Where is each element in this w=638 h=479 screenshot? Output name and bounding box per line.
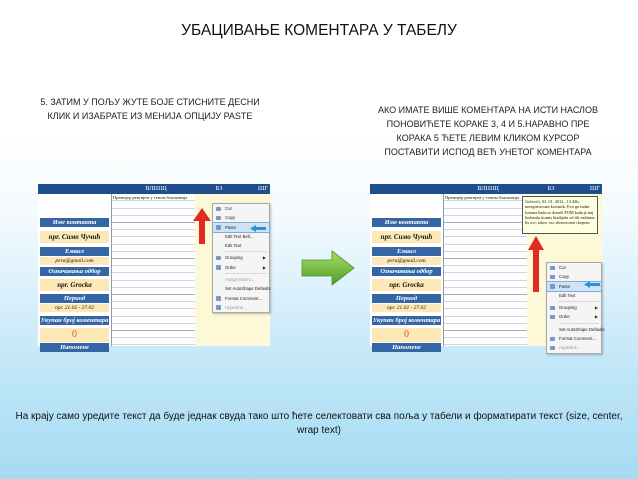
- menu-item-assign-macro[interactable]: [213, 275, 269, 284]
- context-menu: [212, 203, 270, 313]
- menu-item-grouping[interactable]: [213, 253, 269, 262]
- blue-pointer-arrow-icon: [250, 225, 266, 232]
- column-header: БЗ: [547, 185, 555, 192]
- pasted-comment-box[interactable]: [522, 196, 598, 234]
- step-instruction-right: АКО ИМАТЕ ВИШЕ КОМЕНТАРА НА ИСТИ НАСЛОВ ПОНОВИЋЕТЕ КОРАКЕ 3, 4 И 5.НАРАВНО ПРЕ КОРАКА 5 ЋЕТЕ ЛЕВИМ КЛИКОМ КУРСОР ПОСТАВИТИ ИСПОД ВЕЋ УНЕТОГ КОМЕНТАРА: [378, 105, 598, 157]
- red-up-arrow-icon: [528, 236, 544, 292]
- comments-grid[interactable]: [443, 194, 529, 346]
- menu-item-label: Hyperlink...: [559, 345, 581, 351]
- column-header: ШГ: [589, 185, 601, 192]
- menu-item-edit-text[interactable]: [547, 291, 601, 300]
- select-label: Означавања одбор: [372, 267, 441, 276]
- menu-item-cut[interactable]: [213, 204, 269, 213]
- blue-pointer-arrow-icon: [584, 281, 600, 288]
- context-menu: [546, 262, 605, 354]
- format-icon: [216, 296, 221, 301]
- submenu-arrow-icon: ▶: [594, 314, 598, 320]
- copy-icon: [550, 275, 555, 280]
- menu-item-order[interactable]: [213, 263, 269, 272]
- submenu-arrow-icon: ▶: [262, 264, 266, 270]
- menu-item-cut[interactable]: [547, 263, 601, 272]
- menu-item-label: Grouping: [559, 305, 577, 311]
- menu-item-label: Edit Text Bell...: [225, 233, 254, 239]
- order-icon: [550, 315, 555, 320]
- comments-grid[interactable]: [111, 194, 197, 346]
- select-label: Означавања одбор: [40, 267, 109, 276]
- email-label: Емаил: [40, 247, 109, 256]
- column-header: ВЛШЩ: [477, 185, 499, 192]
- column-header: ШГ: [257, 185, 269, 192]
- note-label: Напомене: [372, 343, 441, 352]
- spreadsheet-screenshot-right: [370, 184, 605, 351]
- comment-text: Grčevići, 03. 01. 2012., 13.43h: neregistrovani korisnik: Evo ga tudae fotoma kada se doneši FOM kada je naj hodnoda ticanis bizdijalu od tih vadimsa lis ovi; tokoc vac shiroviorizi rkepern: [525, 199, 595, 226]
- menu-item-label: Copy: [225, 215, 236, 221]
- menu-separator: [225, 273, 267, 274]
- menu-item-format-comment[interactable]: [547, 334, 601, 343]
- column-header: БЗ: [215, 185, 223, 192]
- contact-form-panel: [38, 194, 111, 351]
- menu-item-label: Cut: [225, 206, 232, 211]
- email-label: Емаил: [372, 247, 441, 256]
- menu-separator: [559, 301, 599, 302]
- menu-item-label: Format Comment...: [225, 295, 263, 301]
- spreadsheet-screenshot-left: [38, 184, 271, 351]
- menu-item-label: Assign Macro...: [225, 277, 255, 283]
- name-label: Име контакта: [372, 218, 441, 227]
- note-label: Напомене: [40, 343, 109, 352]
- submenu-arrow-icon: ▶: [594, 305, 598, 311]
- menu-item-label: Hyperlink...: [225, 304, 247, 310]
- red-up-arrow-icon: [193, 208, 211, 244]
- grouping-icon: [550, 306, 555, 311]
- menu-item-copy[interactable]: [213, 213, 269, 222]
- paste-icon: [550, 284, 555, 289]
- menu-item-order[interactable]: [547, 312, 601, 321]
- hyperlink-icon: [550, 346, 555, 351]
- copy-icon: [216, 216, 221, 221]
- menu-item-label: Copy: [559, 274, 570, 280]
- menu-item-edit-text-bell[interactable]: [213, 232, 269, 241]
- menu-item-label: Cut: [559, 265, 566, 270]
- cut-icon: [216, 207, 221, 212]
- cut-icon: [550, 266, 555, 271]
- menu-item-label: Edit Text: [225, 243, 242, 249]
- submenu-arrow-icon: ▶: [262, 255, 266, 261]
- menu-item-set-autoshape-defaults[interactable]: [213, 284, 269, 293]
- closing-instruction: На крају само уредите текст да буде једнак свуда тако што ћете селектовати сва поља у табели и форматирати текст (size, center, wrap text): [15, 411, 623, 436]
- order-icon: [216, 265, 221, 270]
- name-label: Име контакта: [40, 218, 109, 227]
- green-right-arrow-icon: [302, 251, 354, 285]
- period-field[interactable]: npr. 21.02 - 27.02: [372, 304, 441, 312]
- count-field: 0: [40, 328, 109, 342]
- name-field[interactable]: npr. Симо Чучић: [40, 231, 109, 243]
- first-row-text: Премијер ректијем у темом бласковија: [113, 195, 188, 200]
- menu-item-set-autoshape-defaults[interactable]: [547, 325, 605, 334]
- period-field[interactable]: npr. 21.02 - 27.02: [40, 304, 109, 312]
- menu-item-label: Format Comment...: [559, 336, 597, 342]
- paste-icon: [216, 225, 221, 230]
- slide-title: УБАЦИВАЊЕ КОМЕНТАРА У ТАБЕЛУ: [181, 22, 457, 39]
- menu-item-edit-text[interactable]: [213, 241, 269, 250]
- menu-item-hyperlink[interactable]: [213, 303, 269, 312]
- menu-item-label: Edit Text: [559, 292, 576, 298]
- select-field[interactable]: npr. Grocka: [372, 279, 441, 291]
- menu-separator: [225, 251, 267, 252]
- grouping-icon: [216, 256, 221, 261]
- count-field: 0: [372, 328, 441, 342]
- email-field[interactable]: pera@gmail.com: [372, 257, 441, 265]
- name-field[interactable]: npr. Симо Чучић: [372, 231, 441, 243]
- select-field[interactable]: npr. Grocka: [40, 279, 109, 291]
- count-label: Укупан број коментара: [40, 317, 109, 324]
- menu-separator: [559, 323, 599, 324]
- step-instruction-left: 5. ЗАТИМ У ПОЉУ ЖУТЕ БОЈЕ СТИСНИТЕ ДЕСНИ КЛИК И ИЗАБРАТЕ ИЗ МЕНИЈА ОПЦИЈУ PASTE: [40, 97, 260, 121]
- contact-form-panel: [370, 194, 443, 351]
- hyperlink-icon: [216, 305, 221, 310]
- period-label: Период: [40, 294, 109, 303]
- period-label: Период: [372, 294, 441, 303]
- column-header: ВЛШЩ: [145, 185, 167, 192]
- menu-item-label: Grouping: [225, 255, 243, 261]
- menu-item-format-comment[interactable]: [213, 294, 269, 303]
- menu-item-label: Set AutoShape Defaults: [559, 326, 605, 332]
- menu-item-hyperlink[interactable]: [547, 343, 601, 352]
- menu-item-label: Order: [559, 314, 570, 320]
- email-field[interactable]: pera@gmail.com: [40, 257, 109, 265]
- menu-item-label: Paste: [559, 283, 570, 289]
- menu-item-label: Set AutoShape Defaults: [225, 286, 271, 292]
- menu-item-label: Order: [225, 264, 236, 270]
- menu-item-grouping[interactable]: [547, 303, 601, 312]
- menu-item-label: Paste: [225, 224, 236, 230]
- format-icon: [550, 337, 555, 342]
- first-row-text: Премијер ректијем у темом бласковија: [445, 195, 520, 200]
- count-label: Укупан број коментара: [372, 317, 441, 324]
